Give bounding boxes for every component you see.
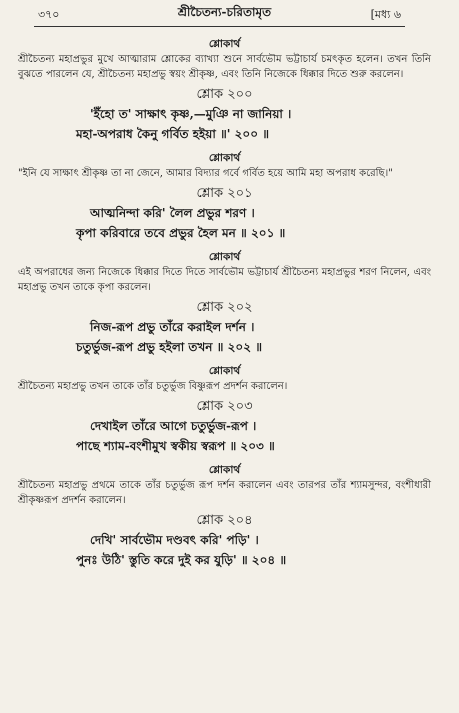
meaning-text: এই অপরাধের জন্য নিজেকে ধিক্কার দিতে দিতে সার্বভৌম ভট্টাচার্য শ্রীচৈতন্য মহাপ্রভুর শরণ নিলেন, এবং মহাপ্রভু তখন তাকে কৃপা করলেন। [18,267,431,293]
meaning-heading: শ্লোকার্থ [208,38,241,50]
meaning-heading: শ্লোকার্থ [208,365,241,377]
meaning-block [18,36,431,82]
verse-line: দেখাইল তাঁরে আগে চতুর্ভুজ-রূপ । [90,419,257,433]
verse-heading: শ্লোক ২০০ [196,87,253,102]
running-header [18,0,431,30]
verse-line: চতুর্ভুজ-রূপ প্রভু হইলা তখন ॥ ২০২ ॥ [76,340,262,354]
verse-line: 'ইঁহো ত' সাক্ষাৎ কৃষ্ণ,—মুঞি না জানিয়া । [90,107,292,121]
verse-line: পুনঃ উঠি' স্তুতি করে দুই কর যুড়ি' ॥ ২০৪ ॥ [76,553,287,567]
verse-heading: শ্লোক ২০২ [196,300,253,315]
chapter-marker: [মধ্য ৬ [370,8,401,21]
page-content [18,36,431,570]
meaning-heading: শ্লোকার্থ [208,251,241,263]
page-number: ৩৭০ [38,8,60,21]
meaning-block [18,150,431,181]
header-rule [34,26,405,27]
verse-line: নিজ-রূপ প্রভু তাঁরে করাইল দর্শন । [90,320,255,334]
verse-line: দেখি' সার্বভৌম দণ্ডবৎ করি' পড়ি' । [90,533,259,547]
verse-line: মহা-অপরাধ কৈনু গর্বিত হইয়া ॥' ২০০ ॥ [76,127,269,141]
meaning-text: "ইনি যে সাক্ষাৎ শ্রীকৃষ্ণ তা না জেনে, আমার বিদ্যার গর্বে গর্বিত হয়ে আমি মহা অপরাধ করেছি।" [18,168,393,179]
meaning-text: শ্রীচৈতন্য মহাপ্রভু তখন তাকে তাঁর চতুর্ভুজ বিষ্ণুরূপ প্রদর্শন করালেন। [18,381,288,392]
verse-line: আত্মনিন্দা করি' লৈল প্রভুর শরণ । [90,206,255,220]
verse-block [18,398,431,456]
meaning-text: শ্রীচৈতন্য মহাপ্রভু প্রথমে তাকে তাঁর চতুর্ভুজ রূপ দর্শন করালেন এবং তারপর তাঁর শ্যামসুন্দর, বংশীধারী শ্রীকৃষ্ণরূপ প্রদর্শন করালেন। [18,480,431,506]
verse-line: কৃপা করিবারে তবে প্রভুর হৈল মন ॥ ২০১ ॥ [76,226,286,240]
verse-block [18,512,431,570]
meaning-block [18,363,431,394]
verse-block [18,299,431,357]
verse-heading: শ্লোক ২০১ [196,186,253,201]
meaning-block [18,249,431,295]
verse-block [18,185,431,243]
meaning-block [18,462,431,508]
book-title: শ্রীচৈতন্য-চরিতামৃত [177,5,272,19]
verse-heading: শ্লোক ২০৩ [196,399,253,414]
meaning-heading: শ্লোকার্থ [208,152,241,164]
meaning-heading: শ্লোকার্থ [208,464,241,476]
verse-line: পাছে শ্যাম-বংশীমুখ স্বকীয় স্বরূপ ॥ ২০৩ ॥ [76,439,275,453]
meaning-text: শ্রীচৈতন্য মহাপ্রভুর মুখে আত্মারাম শ্লোকের ব্যাখ্যা শুনে সার্বভৌম ভট্টাচার্য চমৎকৃত হলেন। তখন তিনি বুঝতে পারলেন যে, শ্রীচৈতন্য মহাপ্রভু স্বয়ং শ্রীকৃষ্ণ, এবং তিনি নিজেকে ধিক্কার দিতে শুরু করলেন। [18,54,431,80]
verse-heading: শ্লোক ২০৪ [196,513,253,528]
verse-block [18,86,431,144]
